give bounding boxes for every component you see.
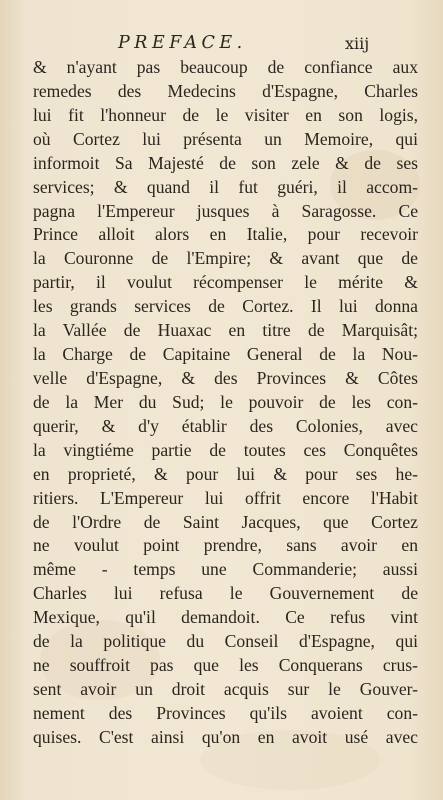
text-line: même - temps une Commanderie; aussi xyxy=(33,559,418,580)
text-line: services; & quand il fut guéri, il accom- xyxy=(33,176,418,197)
text-line: la Charge de Capitaine General de la Nou- xyxy=(33,344,418,365)
page-number: xiij xyxy=(345,34,370,53)
text-line: lui fit l'honneur de le visiter en son logis, xyxy=(33,104,418,125)
text-line: la Couronne de l'Empire; & avant que de xyxy=(33,248,418,269)
running-head xyxy=(0,33,443,57)
text-line: ne souffroit pas que les Conquerans crus- xyxy=(33,655,418,676)
text-line: quises. C'est ainsi qu'on en avoit usé avec xyxy=(33,726,418,747)
text-line: Charles lui refusa le Gouvernement de xyxy=(33,583,418,604)
text-line: la Vallée de Huaxac en titre de Marquisât; xyxy=(33,320,418,341)
text-line: ne voulut point prendre, sans avoir en xyxy=(33,535,418,556)
text-line: de la Mer du Sud; le pouvoir de les con- xyxy=(33,391,418,412)
text-line: Prince alloit alors en Italie, pour recevoir xyxy=(33,224,418,245)
text-line: & n'ayant pas beaucoup de confiance aux xyxy=(33,57,418,77)
text-line: querir, & d'y établir des Colonies, avec xyxy=(33,415,418,436)
text-line: nement des Provinces qu'ils avoient con- xyxy=(33,702,418,723)
body-text xyxy=(33,56,418,750)
text-line: Mexique, qu'il demandoit. Ce refus vint xyxy=(33,607,418,628)
text-line: les grands services de Cortez. Il lui donna xyxy=(33,296,418,317)
text-line: partir, il voulut récompenser le mérite & xyxy=(33,272,418,293)
text-line: sent avoir un droit acquis sur le Gouver- xyxy=(33,678,418,699)
text-line: velle d'Espagne, & des Provinces & Côtes xyxy=(33,367,418,388)
text-line: ritiers. L'Empereur lui offrit encore l'Habit xyxy=(33,487,418,508)
text-line: la vingtiéme partie de toutes ces Conquêtes xyxy=(33,439,418,460)
text-line: remedes des Medecins d'Espagne, Charles xyxy=(33,80,418,101)
text-line: de la politique du Conseil d'Espagne, qui xyxy=(33,631,418,652)
text-line: pagna l'Empereur jusques à Saragosse. Ce xyxy=(33,200,418,221)
text-line: de l'Ordre de Saint Jacques, que Cortez xyxy=(33,511,418,532)
text-line: informoit Sa Majesté de son zele & de ses xyxy=(33,152,418,173)
running-head-title: PREFACE. xyxy=(118,33,247,53)
text-line: où Cortez lui présenta un Memoire, qui xyxy=(33,128,418,149)
text-line: en proprieté, & pour lui & pour ses he- xyxy=(33,463,418,484)
